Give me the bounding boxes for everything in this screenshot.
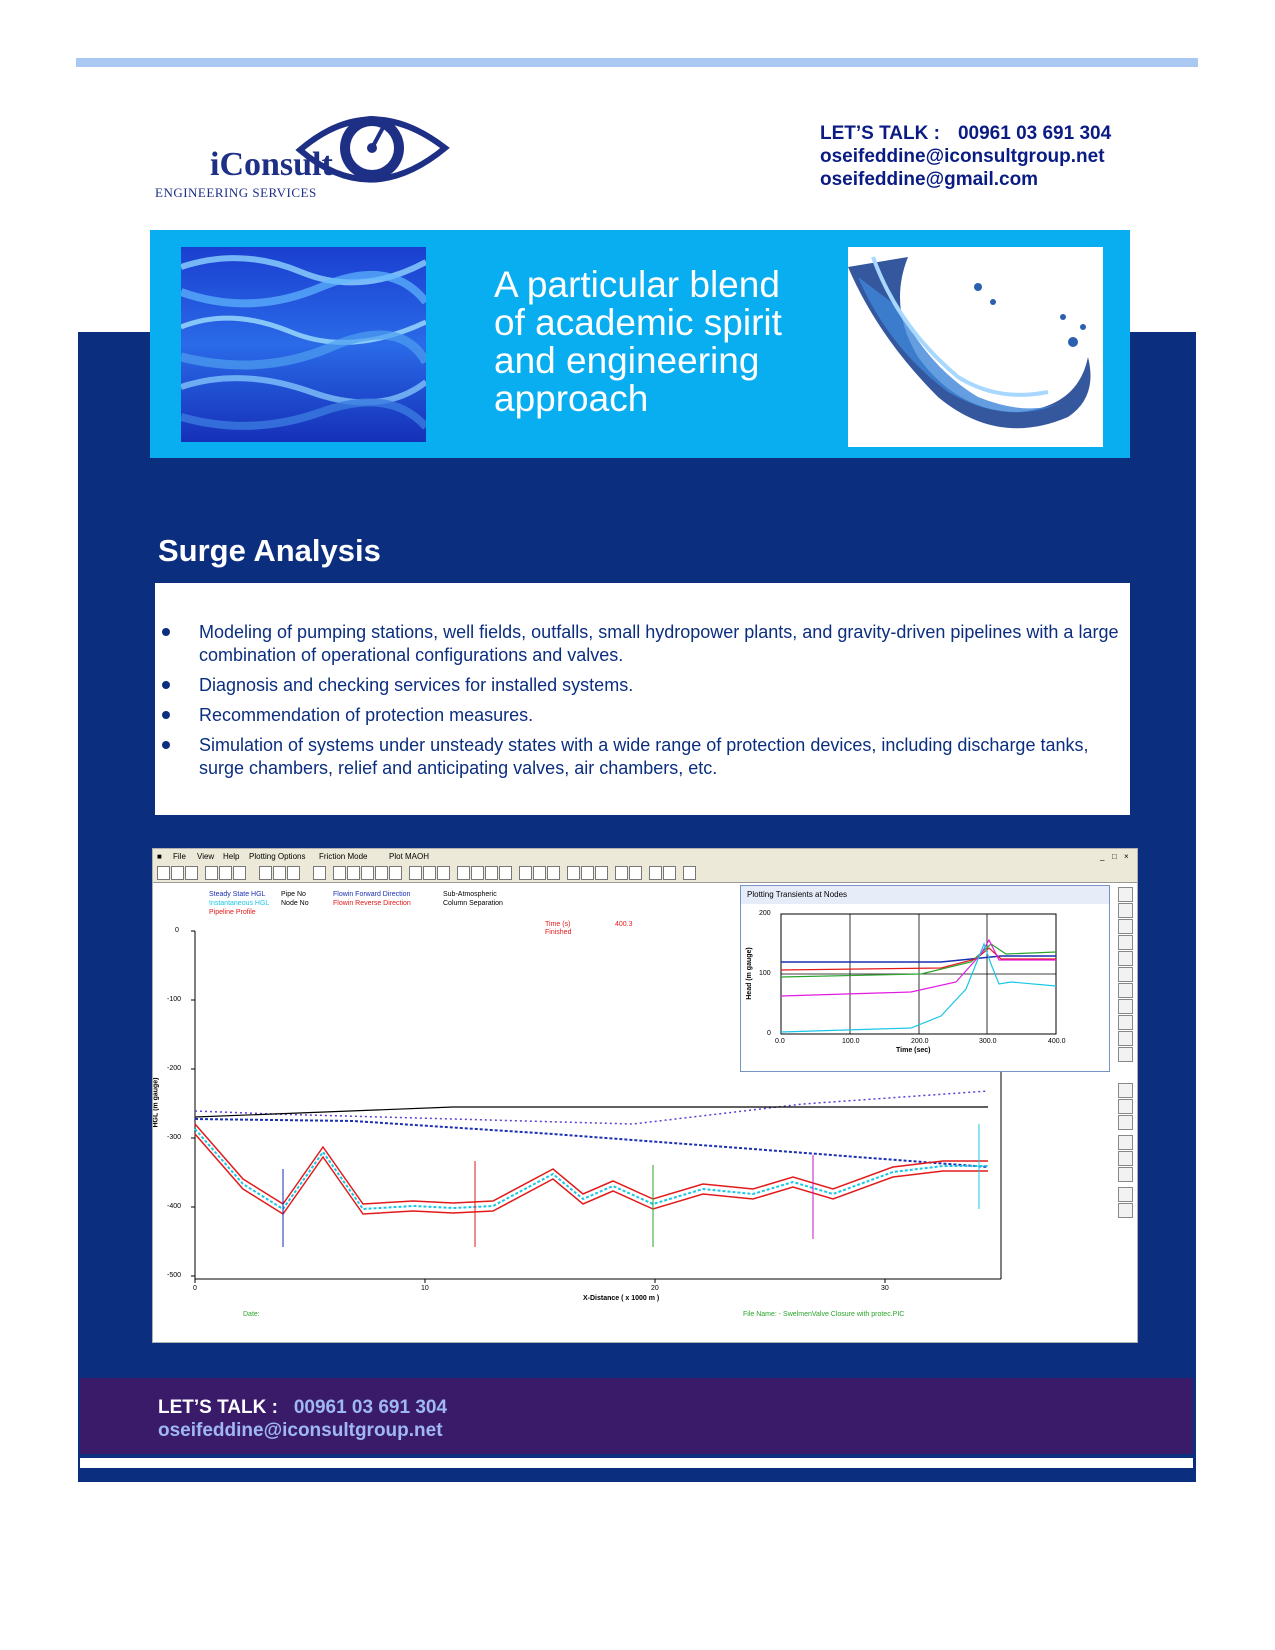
filter-icon[interactable] — [1118, 1047, 1133, 1062]
x-tick: 30 — [881, 1285, 889, 1292]
restore-icon[interactable]: □ — [1112, 852, 1117, 861]
list-item: Simulation of systems under unsteady states with a wide range of protection devices, including discharge tanks, surge chambers, relief and anticipating valves, air chambers, etc. — [155, 734, 1130, 780]
grid-icon[interactable] — [1118, 999, 1133, 1014]
bullet-icon — [162, 681, 170, 689]
legend-profile: Pipeline Profile — [209, 909, 256, 916]
pipe-tool-icon[interactable] — [1118, 919, 1133, 934]
menu-plot-maoh[interactable]: Plot MAOH — [389, 852, 430, 861]
select-icon[interactable] — [1118, 1151, 1133, 1166]
inset-title-bar — [741, 886, 1109, 904]
menu-file[interactable]: File — [173, 852, 186, 861]
menu-friction-mode[interactable]: Friction Mode — [319, 852, 368, 861]
record-icon[interactable] — [1118, 951, 1133, 966]
close-icon[interactable]: × — [1124, 852, 1129, 861]
inset-x-tick: 400.0 — [1048, 1038, 1066, 1045]
contact-top — [820, 122, 1111, 191]
brand-tagline: ENGINEERING SERVICES — [155, 185, 317, 200]
hero-line-3: and engineering — [494, 340, 760, 381]
time-label: Time (s) — [545, 921, 571, 928]
water-splash-image — [848, 247, 1103, 447]
save-icon[interactable] — [1118, 1099, 1133, 1114]
node-tool-icon[interactable] — [1118, 935, 1133, 950]
app-icon: ■ — [157, 852, 162, 861]
list-item: Modeling of pumping stations, well fields, outfalls, small hydropower plants, and gravity-driven pipelines with a large combination of operational configurations and valves. — [155, 621, 1130, 667]
contact-label: LET’S TALK : — [820, 123, 940, 144]
plus-icon[interactable] — [1118, 903, 1133, 918]
y-tick: -300 — [167, 1134, 182, 1141]
footer-phone[interactable]: 00961 03 691 304 — [293, 1397, 448, 1418]
inset-x-tick: 100.0 — [842, 1038, 860, 1045]
surge-software-screenshot — [152, 848, 1138, 1343]
brand-name: iConsult — [210, 146, 333, 183]
y-tick: -500 — [167, 1272, 182, 1279]
x-tick: 10 — [421, 1285, 429, 1292]
fit-icon[interactable] — [1118, 1135, 1133, 1150]
inset-y-tick: 100 — [759, 970, 771, 977]
chart-icon[interactable] — [1118, 983, 1133, 998]
x-tick: 0 — [193, 1285, 197, 1292]
inset-y-tick: 200 — [759, 910, 771, 917]
minus-icon[interactable] — [1118, 887, 1133, 902]
date-label: Date: — [243, 1311, 260, 1318]
x-axis-label: X-Distance ( x 1000 m ) — [583, 1295, 660, 1302]
footer-label: LET’S TALK : — [158, 1397, 278, 1418]
minimize-icon[interactable]: _ — [1100, 852, 1105, 861]
contact-email-secondary[interactable]: oseifeddine@gmail.com — [820, 169, 1039, 190]
contact-phone[interactable]: 00961 03 691 304 — [957, 123, 1112, 144]
y-tick: -200 — [167, 1065, 182, 1072]
right-toolbar — [1116, 885, 1134, 1340]
legend-node-no: Node No — [281, 900, 309, 907]
list-item: Recommendation of protection measures. — [155, 704, 1130, 727]
bullet-icon — [162, 741, 170, 749]
edit-icon[interactable] — [1118, 1115, 1133, 1130]
transients-plot — [741, 904, 1109, 1071]
inset-x-label: Time (sec) — [896, 1047, 931, 1054]
legend-reverse: Flowin Reverse Direction — [333, 900, 411, 907]
footer-contact — [158, 1396, 447, 1442]
finished-label: Finished — [545, 929, 572, 936]
y-tick: 0 — [175, 927, 179, 934]
hero-line-1: A particular blend — [494, 264, 780, 305]
top-rule — [76, 58, 1198, 67]
contact-email-primary[interactable]: oseifeddine@iconsultgroup.net — [820, 146, 1105, 167]
legend-steady: Steady State HGL — [209, 891, 266, 898]
inset-x-tick: 0.0 — [775, 1038, 785, 1045]
transients-inset-window[interactable] — [740, 885, 1110, 1072]
menu-plotting-options[interactable]: Plotting Options — [249, 852, 306, 861]
inset-y-label: Head (m gauge) — [745, 947, 753, 1000]
legend-forward: Flowin Forward Direction — [333, 891, 411, 898]
y-axis-label: HGL (m gauge) — [152, 1077, 160, 1128]
footer-base — [80, 1468, 1193, 1482]
waves-image — [181, 247, 426, 442]
refresh-icon[interactable] — [1118, 967, 1133, 982]
legend-column-separation: Column Separation — [443, 900, 503, 907]
time-value: 400.3 — [615, 921, 633, 928]
bullet-icon — [162, 711, 170, 719]
hero-line-2: of academic spirit — [494, 302, 782, 343]
brand-logo — [150, 100, 470, 210]
hero-line-4: approach — [494, 378, 649, 419]
section-title: Surge Analysis — [158, 533, 381, 568]
services-list — [155, 583, 1130, 815]
inset-x-tick: 200.0 — [911, 1038, 929, 1045]
wave-icon[interactable] — [1118, 1031, 1133, 1046]
x-tick: 20 — [651, 1285, 659, 1292]
inset-y-tick: 0 — [767, 1030, 771, 1037]
footer-email[interactable]: oseifeddine@iconsultgroup.net — [158, 1420, 443, 1441]
legend-sub-atmospheric: Sub-Atmospheric — [443, 891, 497, 898]
bullet-icon — [162, 628, 170, 636]
legend-instant: Instantaneous HGL — [209, 900, 270, 907]
inset-title: Plotting Transients at Nodes — [747, 890, 848, 899]
footer-stripe — [80, 1458, 1193, 1468]
y-tick: -100 — [167, 996, 182, 1003]
list-item: Diagnosis and checking services for installed systems. — [155, 674, 1130, 697]
inset-x-tick: 300.0 — [979, 1038, 997, 1045]
legend-pipe-no: Pipe No — [281, 891, 306, 898]
move-icon[interactable] — [1118, 1167, 1133, 1182]
menu-view[interactable]: View — [197, 852, 215, 861]
file-name-label: File Name: - SwelmenValve Closure with protec.PIC — [743, 1311, 905, 1318]
open-icon[interactable] — [1118, 1083, 1133, 1098]
power-icon[interactable] — [1118, 1187, 1133, 1202]
list-icon[interactable] — [1118, 1015, 1133, 1030]
y-tick: -400 — [167, 1203, 182, 1210]
hero-tagline — [494, 266, 814, 418]
menu-help[interactable]: Help — [223, 852, 240, 861]
settings-icon[interactable] — [1118, 1203, 1133, 1218]
